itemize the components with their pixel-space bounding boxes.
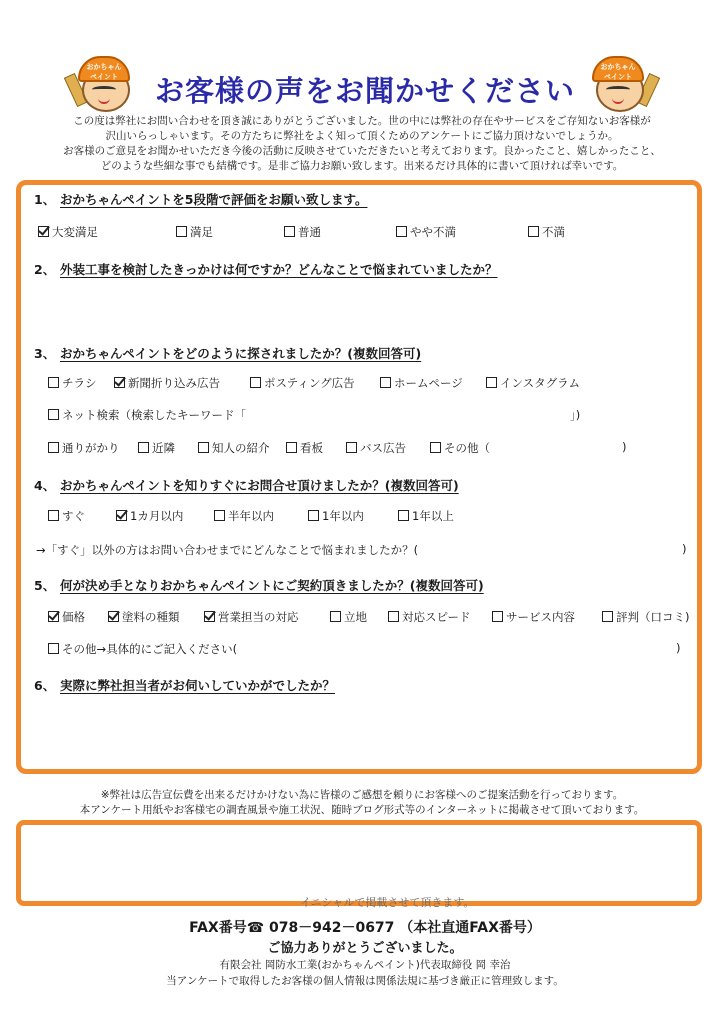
q4-followup: →「すぐ」以外の方はお問い合わせまでにどんなことで悩まれましたか？( [36, 543, 419, 557]
q3-option-posting-ad[interactable]: ポスティング広告 [250, 375, 355, 391]
checkbox[interactable] [380, 377, 391, 388]
checkbox[interactable] [492, 611, 503, 622]
checkbox[interactable] [48, 643, 59, 654]
mascot-cap-left: おかちゃん ペイント [78, 56, 130, 82]
checkbox[interactable] [388, 611, 399, 622]
checkbox-checked[interactable] [204, 611, 215, 622]
checkbox[interactable] [214, 510, 225, 521]
q5-title: 5、 何が決め手となりおかちゃんペイントにご契約頂きましたか？(複数回答可) [34, 578, 484, 593]
checkbox[interactable] [602, 611, 613, 622]
q3-option-instagram[interactable]: インスタグラム [486, 375, 580, 391]
checkbox-checked[interactable] [108, 611, 119, 622]
checkbox-checked[interactable] [116, 510, 127, 521]
q4-option-within-1-month[interactable]: 1カ月以内 [116, 508, 183, 524]
page-title: お客様の声をお聞かせください [154, 74, 575, 108]
q1-option-satisfied[interactable]: 満足 [176, 224, 213, 240]
q3-option-net-search[interactable]: ネット検索（検索したキーワード「 [48, 407, 246, 423]
checkbox[interactable] [176, 226, 187, 237]
q3-option-flyer[interactable]: チラシ [48, 375, 97, 391]
q5-option-location[interactable]: 立地 [330, 609, 367, 625]
checkbox[interactable] [48, 510, 59, 521]
checkbox[interactable] [396, 226, 407, 237]
q3-option-homepage[interactable]: ホームページ [380, 375, 463, 391]
q1-title: 1、 おかちゃんペイントを5段階で評価をお願い致します。 [34, 192, 368, 207]
checkbox-checked[interactable] [48, 611, 59, 622]
q3-option-bus-ad[interactable]: バス広告 [346, 440, 406, 456]
checkbox[interactable] [308, 510, 319, 521]
q5-option-reputation[interactable]: 評判（口コミ) [602, 609, 690, 625]
q3-option-newspaper-insert[interactable]: 新聞折り込み広告 [114, 375, 220, 391]
footer-notice: ※弊社は広告宣伝費を出来るだけかけない為に皆様のご感想を頼りにお客様へのご提案活動を行っております。 本アンケート用紙やお客様宅の調査風景や施工状況、随時ブログ形式等のインターネットに掲載させて頂いております。 [79, 789, 645, 816]
fax-number: FAX番号☎ 078－942－0677 （本社直通FAX番号） [189, 920, 541, 936]
checkbox[interactable] [486, 377, 497, 388]
checkbox[interactable] [284, 226, 295, 237]
q3-option-referral[interactable]: 知人の紹介 [198, 440, 270, 456]
q6-title: 6、 実際に弊社担当者がお伺いしていかがでしたか？ [34, 678, 336, 693]
redacted-area [28, 826, 676, 898]
checkbox[interactable] [286, 442, 297, 453]
q5-option-speed[interactable]: 対応スピード [388, 609, 471, 625]
q4-option-immediately[interactable]: すぐ [48, 508, 85, 524]
q2-answer-area[interactable] [34, 284, 684, 338]
thanks-text: ご協力ありがとうございました。 [267, 941, 463, 956]
q3-option-other[interactable]: その他（ [430, 440, 490, 456]
q5-option-paint-type[interactable]: 塗料の種類 [108, 609, 180, 625]
q3-option-passing-by[interactable]: 通りがかり [48, 440, 120, 456]
mascot-right [586, 50, 650, 122]
q3-option-neighborhood[interactable]: 近隣 [138, 440, 175, 456]
checkbox[interactable] [346, 442, 357, 453]
q4-title: 4、 おかちゃんペイントを知りすぐにお問合せ頂けましたか？(複数回答可) [34, 478, 459, 493]
intro-text: この度は弊社にお問い合わせを頂き誠にありがとうございました。世の中には弊社の存在やサービスをご存知ないお客様が 沢山いらっしゃいます。その方たちに弊社をよく知って頂くためのアンケートにご協力頂けないでしょうか。 お客様のご意見をお聞かせいただき今後の活動に反映させていただきたいと考えております。良かったこと、嬉しかったこと、 どのような些細な事でも結構です。是非ご協力お願い致します。出来るだけ具体的に書いて頂ければ幸いです。 [63, 115, 661, 172]
checkbox[interactable] [430, 442, 441, 453]
q6-answer-area[interactable] [34, 700, 684, 762]
q3-other-close: ) [622, 440, 627, 454]
company-info: 有限会社 岡防水工業(おかちゃんペイント)代表取締役 岡 幸治 [219, 959, 511, 971]
q3-option-signboard[interactable]: 看板 [286, 440, 323, 456]
q5-option-sales-response[interactable]: 営業担当の対応 [204, 609, 299, 625]
checkbox[interactable] [250, 377, 261, 388]
q4-option-over-1-year[interactable]: 1年以上 [398, 508, 454, 524]
checkbox[interactable] [48, 377, 59, 388]
privacy-notice: 当アンケートで取得したお客様の個人情報は関係法規に基づき厳正に管理致します。 [166, 975, 564, 987]
mascot-left [72, 50, 136, 122]
q5-option-price[interactable]: 価格 [48, 609, 85, 625]
checkbox[interactable] [48, 442, 59, 453]
q5-option-service[interactable]: サービス内容 [492, 609, 575, 625]
q5-other-close: ) [676, 641, 681, 655]
q1-option-somewhat-dissatisfied[interactable]: やや不満 [396, 224, 456, 240]
q3-title: 3、 おかちゃんペイントをどのように探されましたか？(複数回答可) [34, 346, 422, 361]
checkbox[interactable] [48, 409, 59, 420]
checkbox[interactable] [138, 442, 149, 453]
q4-followup-close: ) [682, 542, 687, 556]
checkbox[interactable] [398, 510, 409, 521]
q5-option-other[interactable]: その他→具体的にご記入ください( [48, 641, 237, 657]
q3-net-search-close: 」) [570, 408, 581, 422]
q1-option-dissatisfied[interactable]: 不満 [528, 224, 565, 240]
q2-title: 2、 外装工事を検討したきっかけは何ですか？どんなことで悩まれていましたか？ [34, 262, 498, 277]
checkbox[interactable] [528, 226, 539, 237]
checkbox[interactable] [198, 442, 209, 453]
q4-option-within-1-year[interactable]: 1年以内 [308, 508, 364, 524]
checkbox[interactable] [330, 611, 341, 622]
mascot-cap-right: おかちゃん ペイント [592, 56, 644, 82]
q1-option-neutral[interactable]: 普通 [284, 224, 321, 240]
checkbox-checked[interactable] [114, 377, 125, 388]
initials-note: イニシャルで掲載させて頂きます。 [300, 896, 475, 909]
checkbox-checked[interactable] [38, 226, 49, 237]
q1-option-very-satisfied[interactable]: 大変満足 [38, 224, 98, 240]
q4-option-within-half-year[interactable]: 半年以内 [214, 508, 274, 524]
